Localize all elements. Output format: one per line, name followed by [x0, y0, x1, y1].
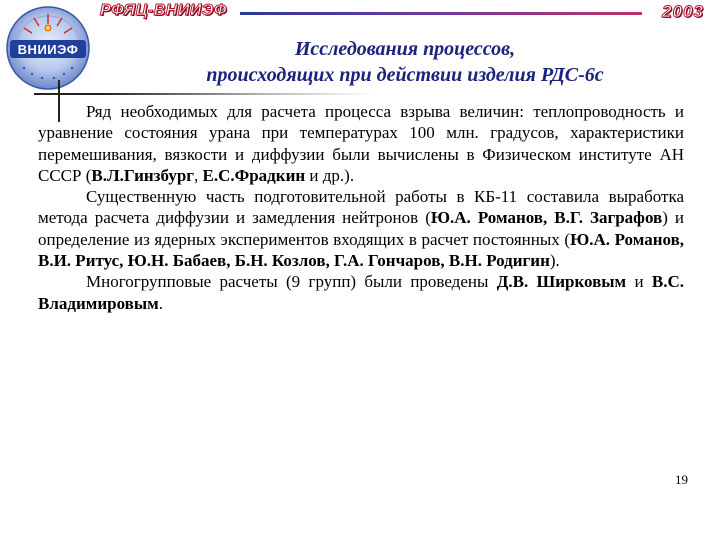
text-run: , [194, 165, 203, 185]
slide-title [100, 36, 710, 88]
text-run: ) и определение из ядерных экспериментов входящих в расчет постоянных ( [38, 208, 685, 249]
name-bold: Д.В. Ширковым [496, 272, 627, 292]
paragraph-2 [38, 186, 684, 271]
body-text [38, 101, 684, 314]
text-run: Ряд необходимых для расчета процесса взрыва величин: теплопроводность и уравнение состояния урана при температурах 100 млн. градусов, характеристики перемешивания, вязкости и диффузии были вычислены в Физическом институте АН СССР ( [38, 102, 684, 185]
org-name: РФЯЦ-ВНИИЭФ [100, 2, 227, 19]
text-run: . [158, 293, 163, 313]
name-bold: В.Л.Гинзбург [91, 165, 195, 185]
text-run: Многогрупповые расчеты (9 групп) были проведены [86, 272, 497, 292]
name-bold: Е.С.Фрадкин [202, 165, 306, 185]
text-run: Существенную часть подготовительной работы в КБ-11 составила выработка метода расчета диффузии и замедления нейтронов ( [38, 187, 684, 228]
text-run: ). [549, 251, 560, 271]
cross-marker-horizontal [34, 93, 374, 95]
title-line-2: происходящих при действии изделия РДС-6с [206, 64, 604, 86]
name-bold: Ю.А. Романов, В.Г. Заграфов [430, 208, 663, 228]
title-line-1: Исследования процессов, [294, 38, 516, 60]
header-bar [96, 2, 708, 21]
text-run: и др.). [305, 165, 355, 185]
name-bold: В.С. Владимировым [38, 272, 684, 313]
vniief-logo [4, 4, 92, 92]
page-number: 19 [675, 472, 688, 487]
name-bold: Ю.А. Романов, В.И. Ритус, Ю.Н. Бабаев, Б.Н. Козлов, Г.А. Гончаров, В.Н. Родигин [38, 229, 684, 271]
header-gradient-line [240, 12, 642, 15]
year-label: 2003 [662, 2, 704, 21]
paragraph-1 [38, 101, 684, 186]
text-run: и [626, 272, 652, 292]
paragraph-3 [38, 271, 684, 314]
logo-text: ВНИИЭФ [17, 42, 79, 57]
